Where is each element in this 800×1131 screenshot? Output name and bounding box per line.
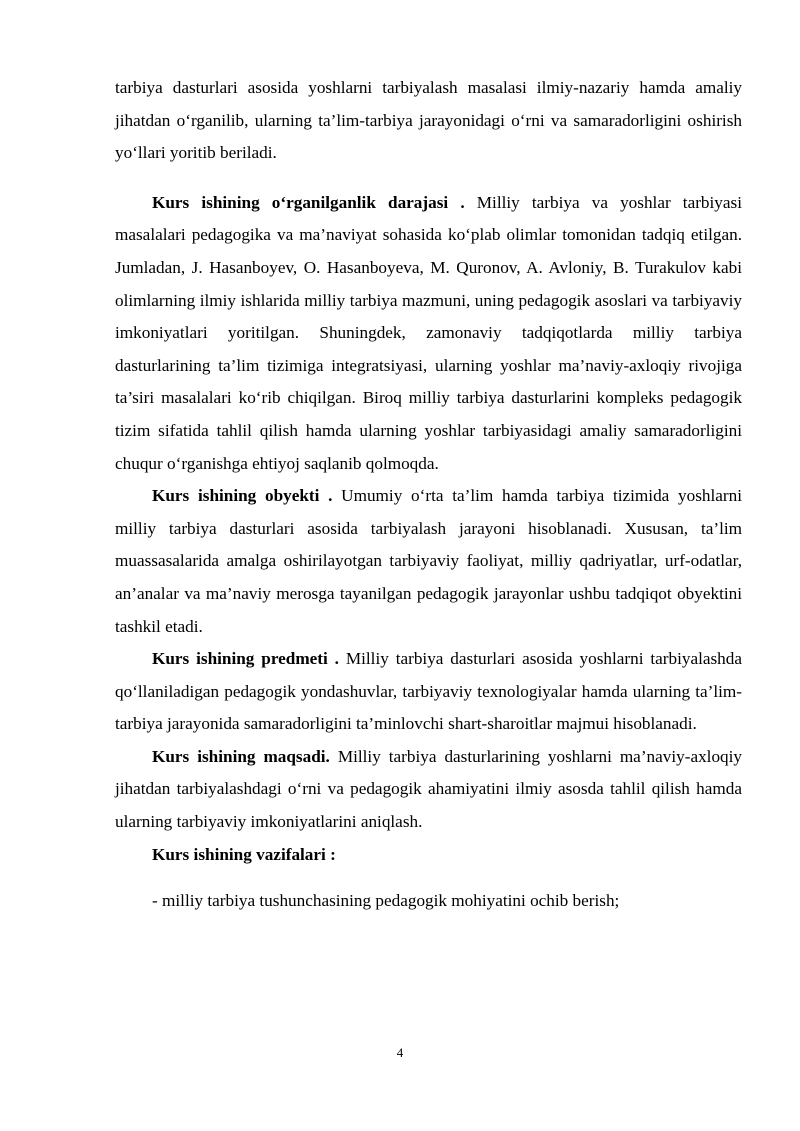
research-goal-heading: Kurs ishining maqsadi. xyxy=(152,746,330,766)
research-object-paragraph xyxy=(115,480,742,643)
research-degree-paragraph xyxy=(115,187,742,480)
research-object-heading: Kurs ishining obyekti . xyxy=(152,486,333,506)
research-degree-heading: Kurs ishining o‘rganilganlik darajasi . xyxy=(152,192,465,212)
document-page xyxy=(115,72,742,918)
task-list-item: - milliy tarbiya tushunchasining pedagogik mohiyatini ochib berish; xyxy=(152,891,620,911)
research-object-text: Umumiy o‘rta ta’lim hamda tarbiya tizimida yoshlarni milliy tarbiya dasturlari asosida tarbiyalash jarayoni hisoblanadi. Xususan, ta’lim muassasalarida amalga oshirilayotgan tarbiyaviy faoliyat, milliy qadriyatlar, urf-odatlar, an’analar va ma’naviy merosga tayanilgan pedagogik jarayonlar ushbu tadqiqot obyektini tashkil etadi. xyxy=(115,486,742,636)
research-goal-paragraph xyxy=(115,741,742,839)
intro-continuation-paragraph: tarbiya dasturlari asosida yoshlarni tarbiyalash masalasi ilmiy-nazariy hamda amaliy jihatdan o‘rganilib, ularning ta’lim-tarbiya jarayonidagi o‘rni va samaradorligini oshirish yo‘llari yoritib beriladi. xyxy=(115,78,742,163)
page-number: 4 xyxy=(396,1045,404,1060)
research-subject-heading: Kurs ishining predmeti . xyxy=(152,649,339,669)
research-tasks-heading: Kurs ishining vazifalari : xyxy=(152,844,336,864)
research-goal-text: Milliy tarbiya dasturlarining yoshlarni ma’naviy-axloqiy jihatdan tarbiyalashdagi o‘rni va pedagogik ahamiyatini ilmiy asosda tahlil qilish hamda ularning tarbiyaviy imkoniyatlarini aniqlash. xyxy=(115,746,743,832)
research-subject-text: Milliy tarbiya dasturlari asosida yoshlarni tarbiyalashda qo‘llaniladigan pedagogik yondashuvlar, tarbiyaviy texnologiyalar hamda ularning ta’lim-tarbiya jarayonida samaradorligini ta’minlovchi shart-sharoitlar majmui hisoblanadi. xyxy=(115,649,743,734)
research-subject-paragraph xyxy=(115,643,742,741)
research-degree-text: Milliy tarbiya va yoshlar tarbiyasi masalalari pedagogika va ma’naviyat sohasida ko‘plab olimlar tomonidan tadqiq etilgan. Jumladan, J. Hasanboyev, O. Hasanboyeva, M. Quronov, A. Avloniy, B. Turakulov kabi olimlarning ilmiy ishlarida milliy tarbiya mazmuni, uning pedagogik asoslari va tarbiyaviy imkoniyatlari yoritilgan. Shuningdek, zamonaviy tadqiqotlarda milliy tarbiya dasturlarining ta’lim tizimiga integratsiyasi, ularning yoshlar ma’naviy-axloqiy rivojiga ta’siri masalalari ko‘rib chiqilgan. Biroq milliy tarbiya dasturlarini kompleks pedagogik tizim sifatida tahlil qilish hamda ularning yoshlar tarbiyasidagi amaliy samaradorligini chuqur o‘rganishga ehtiyoj saqlanib qolmoqda. xyxy=(115,192,742,473)
